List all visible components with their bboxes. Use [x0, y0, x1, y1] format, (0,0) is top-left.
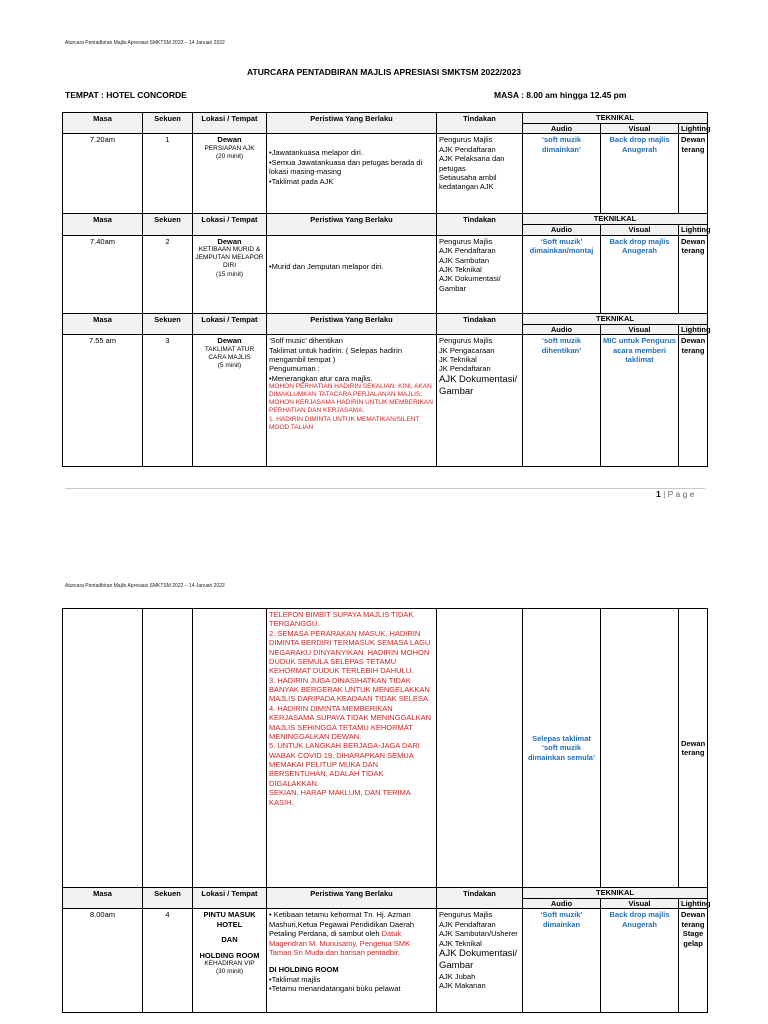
col-header-tindakan: Tindakan	[437, 113, 523, 134]
announcement-text: 2. SEMASA PERARAKAN MASUK, HADIRIN DIMINTA BERDIRI TERMASUK SEMASA LAGU NEGARAKU DINYANYIKAN. HADIRIN MOHON DUDUK SEMULA SELEPAS TETAMU KEHORMAT DUDUK TERLEBIH DAHULU.	[269, 628, 431, 676]
announcement-text: 4. HADIRIN DIMINTA MEMBERIKAN KERJASAMA SUPAYA TIDAK MENINGGALKAN MAJLIS SEHINGGA TETAMU KEHORMAT MENINGGALKAN DEWAN.	[269, 703, 431, 741]
col-header-teknikal: TEKNIKAL	[523, 113, 708, 124]
list-item: • Murid dan Jemputan melapor diri.	[269, 262, 434, 271]
col-header-masa: Masa	[63, 313, 143, 334]
table-row	[63, 609, 708, 888]
announcement-text: 1. HADIRIN DIMINTA UNTUK MEMATIKAN/SILENT MOOD TALIAN	[269, 415, 420, 431]
tindakan-item: AJK Makanan	[439, 981, 486, 990]
lokasi-desc: TAKLIMAT ATUR CARA MAJLIS	[204, 345, 255, 361]
peristiwa-subheading: DI HOLDING ROOM	[269, 965, 339, 975]
peristiwa-line: Taklimat untuk hadirin. ( Selepas hadirin mengambil tempat )	[269, 345, 402, 364]
row-tindakan	[437, 609, 523, 888]
col-header-sekuen: Sekuen	[143, 888, 193, 909]
col-header-lokasi: Lokasi / Tempat	[193, 214, 267, 235]
lokasi-desc: KEHADIRAN VIP	[204, 959, 255, 967]
lokasi-title: Dewan	[217, 236, 242, 246]
row-visual	[601, 609, 679, 888]
col-header-teknikal: TEKNIKAL	[523, 888, 708, 899]
tindakan-item: Pengurus Majlis	[439, 910, 493, 920]
row-lokasi	[193, 609, 267, 888]
row-masa	[63, 609, 143, 888]
row-lokasi	[193, 909, 267, 1013]
col-header-peristiwa: Peristiwa Yang Berlaku	[267, 888, 437, 909]
row-peristiwa	[267, 609, 437, 888]
row-sekuen: 2	[143, 235, 193, 313]
col-header-tindakan: Tindakan	[437, 888, 523, 909]
lokasi-duration: (30 minit)	[215, 968, 244, 975]
col-header-lighting: Lighting	[679, 324, 708, 334]
tindakan-item: AJK Pelaksana dan petugas	[439, 154, 505, 173]
tindakan-item: AJK Dokumentasi/ Gambar	[439, 274, 501, 293]
row-sekuen	[143, 609, 193, 888]
document-title: ATURCARA PENTADBIRAN MAJLIS APRESIASI SMKTSM 2022/2023	[247, 67, 521, 77]
announcement-text: 5. UNTUK LANGKAH BERJAGA-JAGA DARI WABAK COVID 19, DIHARAPKAN SEMUA MEMAKAI PELITUP MUKA DAN BERSENTUHAN, ADALAH TIDAK DIGALAKKAN.	[269, 741, 420, 788]
row-masa: 7.55 am	[63, 335, 143, 467]
row-lighting: Dewan terang	[679, 609, 708, 888]
peristiwa-line: ‘Solf music’ dihentikan	[269, 336, 343, 346]
col-header-lokasi: Lokasi / Tempat	[193, 313, 267, 334]
row-audio: Selepas taklimat ‘soft muzik dimainkan semula’	[523, 609, 601, 888]
row-lighting: Dewan terang	[679, 134, 708, 214]
row-masa: 7.20am	[63, 134, 143, 214]
programme-table-page2	[62, 608, 711, 1013]
running-header: Aturcara Pentadbiran Majlis Apresiasi SMKTSM 2022 – 14 Januari 2022	[65, 40, 225, 46]
list-item: • Tetamu menandatangani buku pelawat	[269, 984, 434, 993]
tindakan-item: AJK Teknikal	[439, 264, 482, 274]
col-header-lokasi: Lokasi / Tempat	[193, 113, 267, 134]
row-visual: MIC untuk Pengurus acara memberi taklimat	[601, 335, 679, 467]
col-header-visual: Visual	[601, 225, 679, 235]
peristiwa-line: • Ketibaan tetamu kehormat Tn. Hj. Azman Mashuri,Ketua Pegawai Pendidikan Daerah Petaling Perdana, di sambut oleh Datuk Magendran M. Munusamy, Pengetua SMK Taman Sri Muda dan barisan pentadbir.	[269, 910, 415, 957]
row-lokasi	[193, 235, 267, 313]
lokasi-duration: (5 minit)	[217, 361, 242, 369]
lokasi-desc: KETIBAAN MURID & JEMPUTAN MELAPOR DIRI	[195, 246, 264, 270]
row-peristiwa	[267, 909, 437, 1013]
row-audio: ‘soft muzik dimainkan’	[523, 134, 601, 214]
announcement-text: TELEFON BIMBIT SUPAYA MAJLIS TIDAK TERGANGGU.	[269, 610, 414, 629]
list-item: • Jawatankuasa melapor diri.	[269, 148, 434, 157]
row-tindakan	[437, 235, 523, 313]
venue-label: TEMPAT : HOTEL CONCORDE	[65, 90, 187, 100]
lighting-line: Stage gelap	[682, 929, 704, 948]
col-header-sekuen: Sekuen	[143, 113, 193, 134]
row-audio: ‘Soft muzik’ dimainkan/montaj	[523, 235, 601, 313]
lokasi-title: DAN	[221, 935, 238, 945]
row-lighting	[679, 909, 708, 1013]
programme-table-page1	[62, 112, 711, 467]
row-tindakan	[437, 335, 523, 467]
row-peristiwa	[267, 134, 437, 214]
tindakan-item: AJK Pendaftaran	[439, 144, 496, 154]
row-visual: Back drop majlis Anugerah	[601, 235, 679, 313]
tindakan-item: Setiausaha ambil kedatangan AJK	[439, 172, 497, 192]
col-header-lighting: Lighting	[679, 899, 708, 909]
col-header-masa: Masa	[63, 888, 143, 909]
col-header-peristiwa: Peristiwa Yang Berlaku	[267, 313, 437, 334]
announcement-text: MOHON PERHATIAN HADIRIN SEKALIAN: KINI, AKAN DIMAKLUMKAN TATACARA PERJALANAN MAJLIS; MOHON KERJASAMA HADIRIN UNTUK MEMBERIKAN PERHATIAN DAN KERJASAMA:	[269, 383, 433, 415]
lokasi-title: Dewan	[217, 135, 242, 145]
lokasi-duration: (20 minit)	[215, 152, 244, 160]
page-number-label: | P a g e	[663, 489, 695, 499]
col-header-audio: Audio	[523, 324, 601, 334]
tindakan-item: AJK Sambutan/Usherer	[439, 929, 518, 939]
row-lighting: Dewan terang	[679, 335, 708, 467]
col-header-lighting: Lighting	[679, 124, 708, 134]
running-header: Aturcara Pentadbiran Majlis Apresiasi SMKTSM 2022 – 14 Januari 2022	[65, 583, 225, 589]
lighting-line: Dewan terang	[681, 910, 706, 929]
tindakan-item: AJK Jubah	[439, 971, 476, 981]
col-header-teknikal: TEKNIKAL	[523, 313, 708, 324]
col-header-audio: Audio	[523, 124, 601, 134]
row-masa: 8.00am	[63, 909, 143, 1013]
row-lokasi	[193, 134, 267, 214]
peristiwa-highlight: Datuk Magendran M. Munusamy, Pengetua SMK Taman Sri Muda dan barisan pentadbir.	[269, 929, 411, 957]
list-item: • Taklimat pada AJK	[269, 177, 434, 186]
lokasi-duration: (15 minit)	[215, 270, 244, 278]
lokasi-desc: PERSIAPAN AJK	[204, 144, 255, 152]
tindakan-item: Pengurus Majlis	[439, 236, 493, 246]
col-header-sekuen: Sekuen	[143, 214, 193, 235]
table-row	[63, 134, 708, 214]
col-header-peristiwa: Peristiwa Yang Berlaku	[267, 113, 437, 134]
col-header-sekuen: Sekuen	[143, 313, 193, 334]
col-header-masa: Masa	[63, 113, 143, 134]
peristiwa-line: Pengumuman :	[269, 364, 320, 374]
peristiwa-text: Ketibaan tetamu kehormat Tn. Hj. Azman Mashuri,Ketua Pegawai Pendidikan Daerah Petaling Perdana, di sambut oleh	[269, 910, 415, 939]
row-visual: Back drop majlis Anugerah	[601, 134, 679, 214]
tindakan-item: Pengurus Majlis	[439, 135, 493, 145]
tindakan-item: AJK Sambutan	[439, 255, 490, 265]
col-header-visual: Visual	[601, 899, 679, 909]
lokasi-title: PINTU MASUK HOTEL	[203, 910, 256, 929]
row-lokasi	[193, 335, 267, 467]
row-peristiwa	[267, 335, 437, 467]
row-tindakan	[437, 909, 523, 1013]
row-audio: ‘Soft muzik’ dimainkan	[523, 909, 601, 1013]
tindakan-item: JK Pendaftaran	[439, 364, 491, 374]
row-masa: 7.40am	[63, 235, 143, 313]
announcement-text: 3. HADIRIN JUGA DINASIHATKAN TIDAK BANYAK BERGERAK UNTUK MENGELAKKAN MAJLIS DARIPADA KEADAAN TIDAK SELESA.	[269, 675, 431, 704]
list-item: • Semua Jawatankuasa dan petugas berada di lokasi masing-masing	[269, 158, 434, 177]
table-row	[63, 335, 708, 467]
row-audio: ‘soft muzik dihentikan’	[523, 335, 601, 467]
row-peristiwa	[267, 235, 437, 313]
lokasi-title: Dewan	[217, 336, 242, 346]
col-header-peristiwa: Peristiwa Yang Berlaku	[267, 214, 437, 235]
table-row	[63, 909, 708, 1013]
col-header-lighting: Lighting	[679, 225, 708, 235]
col-header-teknikal: TEKNILKAL	[523, 214, 708, 225]
row-sekuen: 4	[143, 909, 193, 1013]
page-number	[656, 489, 694, 499]
row-sekuen: 3	[143, 335, 193, 467]
tindakan-item: JK Teknikal	[439, 354, 477, 364]
tindakan-item: AJK Pendaftaran	[439, 246, 496, 256]
col-header-visual: Visual	[601, 124, 679, 134]
col-header-tindakan: Tindakan	[437, 313, 523, 334]
row-lighting: Dewan terang	[679, 235, 708, 313]
col-header-visual: Visual	[601, 324, 679, 334]
col-header-tindakan: Tindakan	[437, 214, 523, 235]
tindakan-item: JK Pengacaraan	[439, 345, 495, 355]
list-item: • Taklimat majlis	[269, 975, 434, 984]
time-label: MASA : 8.00 am hingga 12.45 pm	[494, 90, 627, 100]
tindakan-item: AJK Pendaftaran	[439, 919, 496, 929]
tindakan-item: AJK Dokumentasi/ Gambar	[439, 373, 518, 397]
table-row	[63, 235, 708, 313]
list-item: • Menerangkan atur cara majlis.	[269, 374, 434, 383]
page-number-value: 1	[656, 489, 661, 499]
col-header-audio: Audio	[523, 899, 601, 909]
tindakan-item: AJK Dokumentasi/ Gambar	[439, 947, 518, 971]
tindakan-item: AJK Teknikal	[439, 938, 482, 948]
col-header-masa: Masa	[63, 214, 143, 235]
row-visual: Back drop majlis Anugerah	[601, 909, 679, 1013]
footer-divider	[65, 488, 705, 489]
row-tindakan	[437, 134, 523, 214]
announcement-text: SEKIAN, HARAP MAKLUM, DAN TERIMA KASIH.	[269, 788, 411, 807]
tindakan-item: Pengurus Majlis	[439, 336, 493, 346]
lokasi-title: HOLDING ROOM	[199, 950, 260, 960]
row-sekuen: 1	[143, 134, 193, 214]
col-header-lokasi: Lokasi / Tempat	[193, 888, 267, 909]
col-header-audio: Audio	[523, 225, 601, 235]
